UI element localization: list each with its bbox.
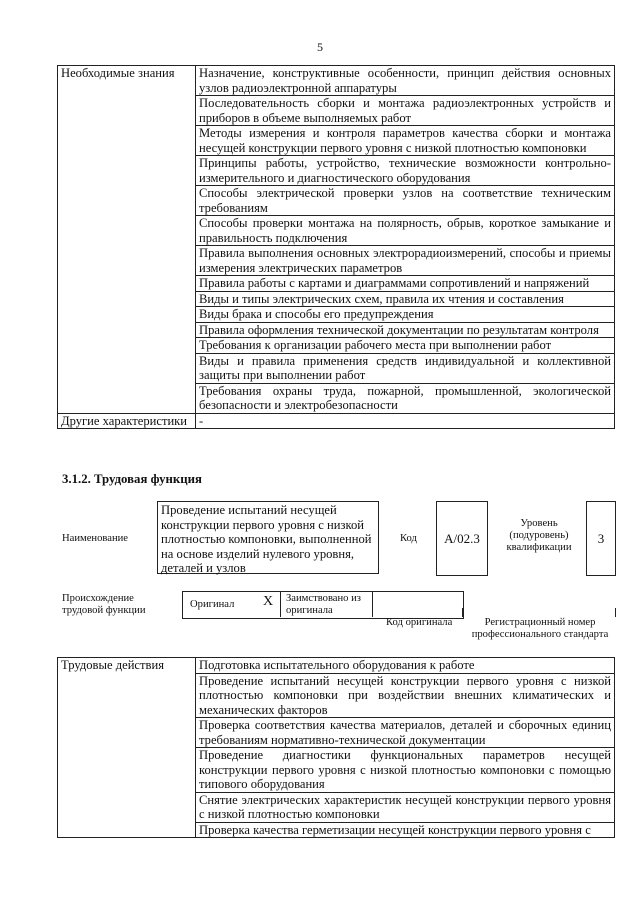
other-value: -: [196, 413, 615, 429]
knowledge-item: Виды и типы электрических схем, правила их чтения и составления: [196, 291, 615, 307]
knowledge-item: Требования охраны труда, пожарной, промышленной, экологической безопасности и электробезопасности: [196, 383, 615, 413]
function-name-value: Проведение испытаний несущей конструкции первого уровня с низкой плотностью компоновки, выполненной на основе изделий нулевого уровня, деталей и узлов: [157, 501, 379, 574]
knowledge-item: Последовательность сборки и монтажа радиоэлектронных устройств и приборов в объеме выполняемых работ: [196, 96, 615, 126]
level-label: Уровень (подуровень) квалификации: [506, 518, 572, 553]
divider: [280, 591, 281, 617]
knowledge-item: Методы измерения и контроля параметров качества сборки и монтажа несущей конструкции первого уровня с низкой плотностью компоновки: [196, 126, 615, 156]
function-code-value: А/02.3: [436, 501, 488, 576]
knowledge-label: Необходимые знания: [58, 66, 196, 414]
knowledge-item: Виды и правила применения средств индивидуальной и коллективной защиты при выполнении работ: [196, 353, 615, 383]
knowledge-item: Правила выполнения основных электрорадиоизмерений, способы и приемы измерения электрических параметров: [196, 246, 615, 276]
code-label: Код: [400, 533, 417, 544]
knowledge-item: Способы проверки монтажа на полярность, обрыв, короткое замыкание и правильность подключения: [196, 216, 615, 246]
original-label: Оригинал: [190, 599, 235, 610]
code-original-label: Код оригинала: [386, 617, 453, 628]
knowledge-item: Способы электрической проверки узлов на соответствие техническим требованиям: [196, 186, 615, 216]
borrowed-label: Заимствовано из оригинала: [286, 593, 361, 616]
knowledge-item: Требования к организации рабочего места при выполнении работ: [196, 338, 615, 354]
original-mark: X: [263, 594, 274, 609]
action-item: Проверка качества герметизации несущей конструкции первого уровня с: [196, 822, 615, 838]
level-value: 3: [586, 501, 616, 576]
name-label: Наименование: [62, 533, 128, 544]
knowledge-item: Виды брака и способы его предупреждения: [196, 307, 615, 323]
knowledge-table: [57, 65, 615, 429]
action-item: Проведение испытаний несущей конструкции первого уровня с низкой плотностью компоновки при воздействии внешних климатических и механических факторов: [196, 673, 615, 718]
section-title: 3.1.2. Трудовая функция: [62, 472, 202, 486]
action-row: [58, 658, 615, 674]
divider: [615, 608, 616, 617]
origin-label: Происхождение трудовой функции: [62, 593, 146, 616]
divider: [372, 591, 373, 617]
action-item: Проведение диагностики функциональных параметров несущей конструкции первого уровня с низкой плотностью компоновки с помощью типового оборудования: [196, 748, 615, 793]
actions-table: [57, 657, 615, 838]
knowledge-item: Правила оформления технической документации по результатам контроля: [196, 322, 615, 338]
action-item: Проверка соответствия качества материалов, деталей и сборочных единиц требованиям нормативно-технической документации: [196, 718, 615, 748]
other-row: [58, 413, 615, 429]
knowledge-item: Правила работы с картами и диаграммами сопротивлений и напряжений: [196, 276, 615, 292]
action-item: Подготовка испытательного оборудования к работе: [196, 658, 615, 674]
knowledge-item: Назначение, конструктивные особенности, принцип действия основных узлов радиоэлектронной аппаратуры: [196, 66, 615, 96]
page-number: 5: [317, 40, 323, 54]
knowledge-item: Принципы работы, устройство, технические возможности контрольно-измерительного и диагностического оборудования: [196, 156, 615, 186]
knowledge-row: [58, 66, 615, 96]
reg-number-label: Регистрационный номер профессионального стандарта: [471, 617, 609, 640]
action-label: Трудовые действия: [58, 658, 196, 838]
other-label: Другие характеристики: [58, 413, 196, 429]
action-item: Снятие электрических характеристик несущей конструкции первого уровня с низкой плотностью компоновки: [196, 792, 615, 822]
divider: [462, 608, 463, 617]
